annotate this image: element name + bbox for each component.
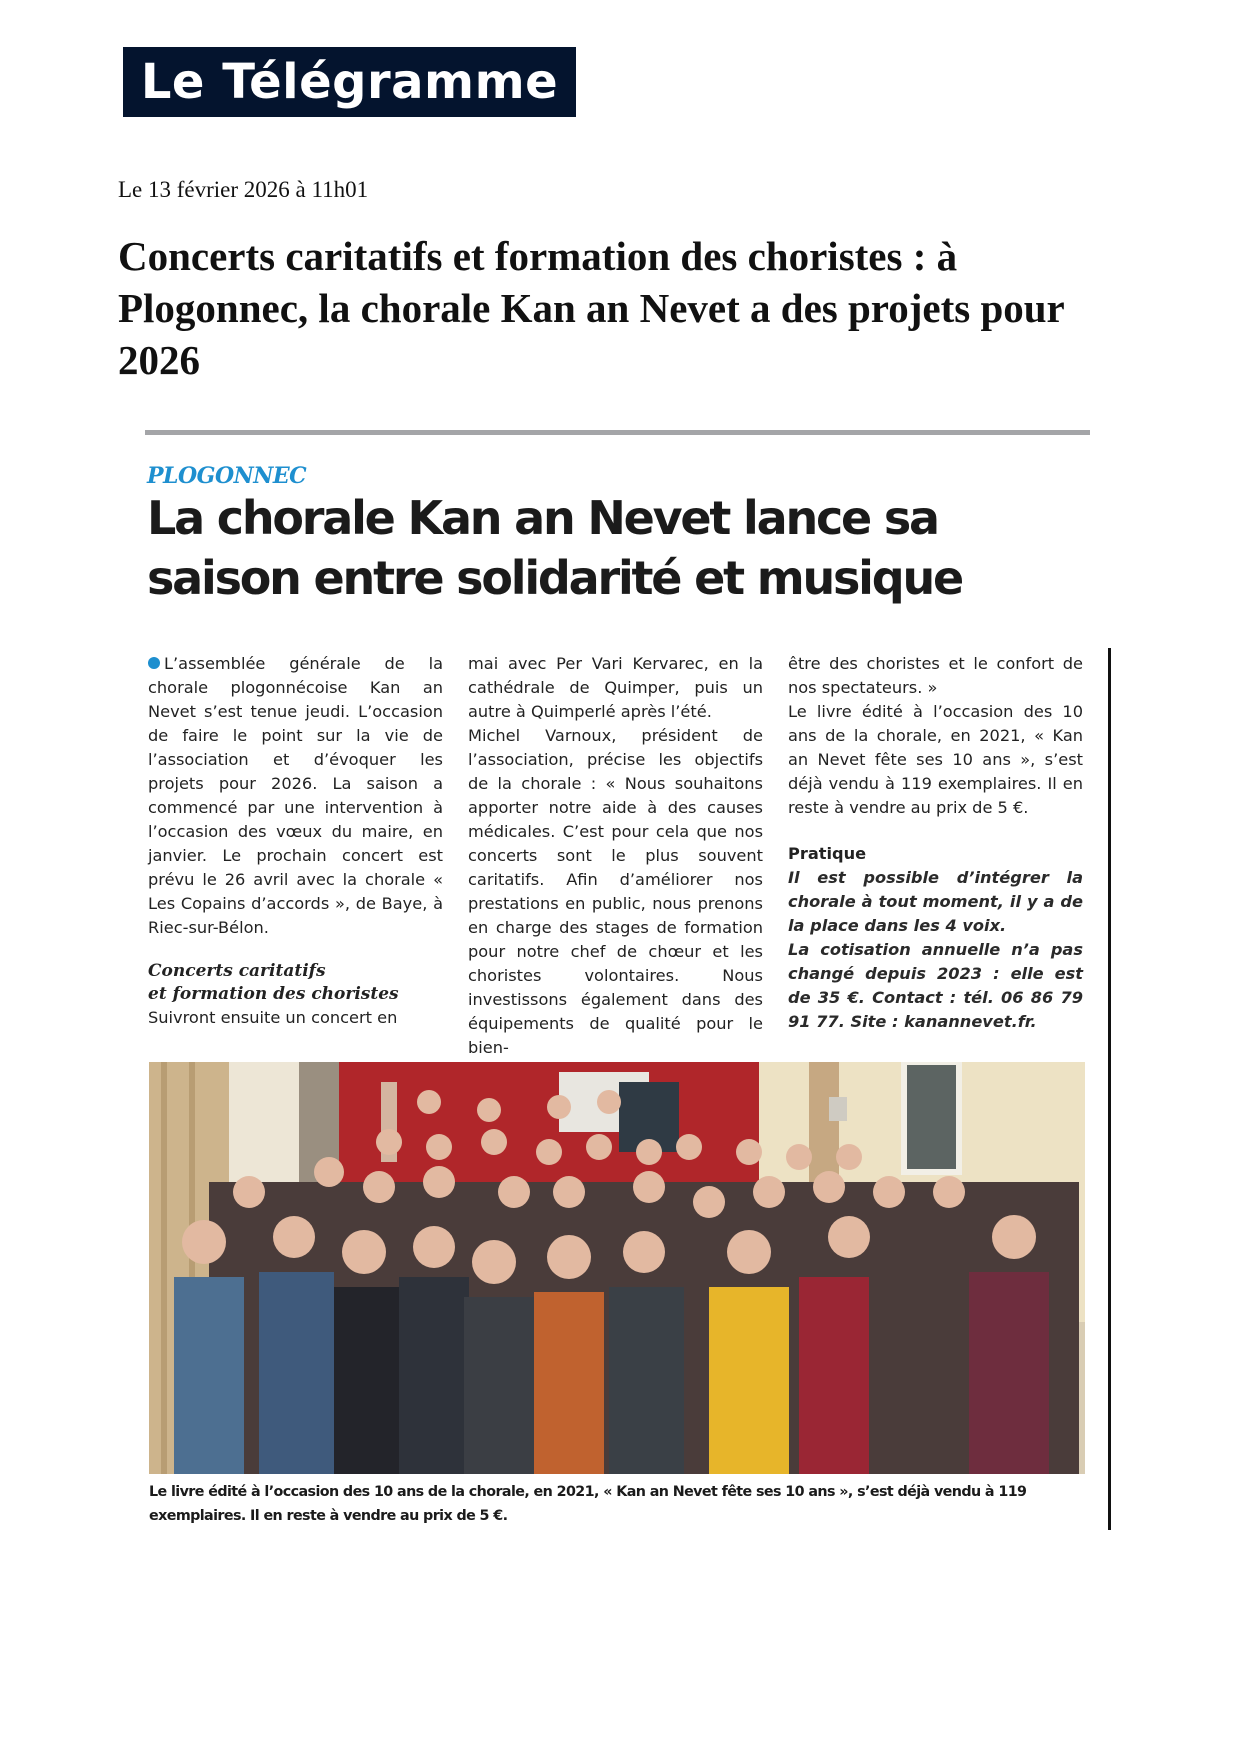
logo-text: Le Télégramme — [140, 54, 559, 110]
group-photo-illustration — [149, 1062, 1085, 1474]
article-column-3 — [788, 652, 1083, 1034]
group-photo-choir — [149, 1062, 1085, 1474]
article-title: Concerts caritatifs et formation des choristes : à Plogonnec, la chorale Kan an Nevet a des projets pour 2026 — [118, 233, 1065, 383]
paragraph-text: être des choristes et le confort de nos spectateurs. » — [788, 654, 1083, 697]
top-rule-divider — [145, 430, 1090, 435]
subhead-line-2: et formation des choristes — [148, 984, 399, 1004]
clipping-headline: La chorale Kan an Nevet lance sa saison entre solidarité et musique — [147, 491, 963, 605]
pratique-heading: Pratique — [788, 844, 867, 863]
article-dateline: Le 13 février 2026 à 11h01 — [118, 177, 369, 202]
article-column-2 — [468, 652, 763, 1060]
paragraph-text: Le livre édité à l’occasion des 10 ans de la chorale, en 2021, « Kan an Nevet fête ses 10 ans », s’est déjà vendu à 119 exemplaires. Il en reste à vendre au prix de 5 €. — [788, 702, 1083, 817]
section-subhead — [148, 960, 443, 1006]
pratique-contact: La cotisation annuelle n’a pas changé depuis 2023 : elle est de 35 €. Contact : tél. 06 86 79 91 77. Site : kanannevet.fr. — [788, 940, 1083, 1031]
newspaper-clipping — [145, 430, 1110, 1530]
bullet-dot-icon — [148, 657, 160, 669]
photo-caption: Le livre édité à l’occasion des 10 ans de la chorale, en 2021, « Kan an Nevet fête ses 10 ans », s’est déjà vendu à 119 exemplaires. Il en reste à vendre au prix de 5 €. — [149, 1484, 1027, 1524]
clipping-kicker: PLOGONNEC — [147, 463, 307, 489]
paragraph-text: Suivront ensuite un concert en — [148, 1008, 398, 1027]
subhead-line-1: Concerts caritatifs — [148, 961, 326, 981]
newspaper-logo — [123, 47, 576, 117]
pratique-info: Il est possible d’intégrer la chorale à tout moment, il y a de la place dans les 4 voix. — [788, 868, 1083, 935]
intro-text: L’assemblée générale de la chorale plogonnécoise Kan an Nevet s’est tenue jeudi. L’occasion de faire le point sur la vie de l’association et d’évoquer les projets pour 2026. La saison a commencé par une intervention à l’occasion des vœux du maire, en janvier. Le prochain concert est prévu le 26 avril avec la chorale « Les Copains d’accords », de Baye, à Riec-sur-Bélon. — [148, 654, 443, 937]
article-column-1 — [148, 652, 443, 1030]
paragraph-text: mai avec Per Vari Kervarec, en la cathédrale de Quimper, puis un autre à Quimperlé après l’été. — [468, 654, 763, 721]
paragraph-text: Michel Varnoux, président de l’association, précise les objectifs de la chorale : « Nous souhaitons apporter notre aide à des causes médicales. C’est pour cela que nos concerts sont le plus souvent caritatifs. Afin d’améliorer nos prestations en public, nous prenons en charge des stages de formation pour notre chef de chœur et les choristes volontaires. Nous investissons également dans des équipements de qualité pour le bien- — [468, 726, 763, 1057]
vertical-rule-divider — [1108, 648, 1111, 1530]
intro-paragraph — [148, 652, 443, 940]
